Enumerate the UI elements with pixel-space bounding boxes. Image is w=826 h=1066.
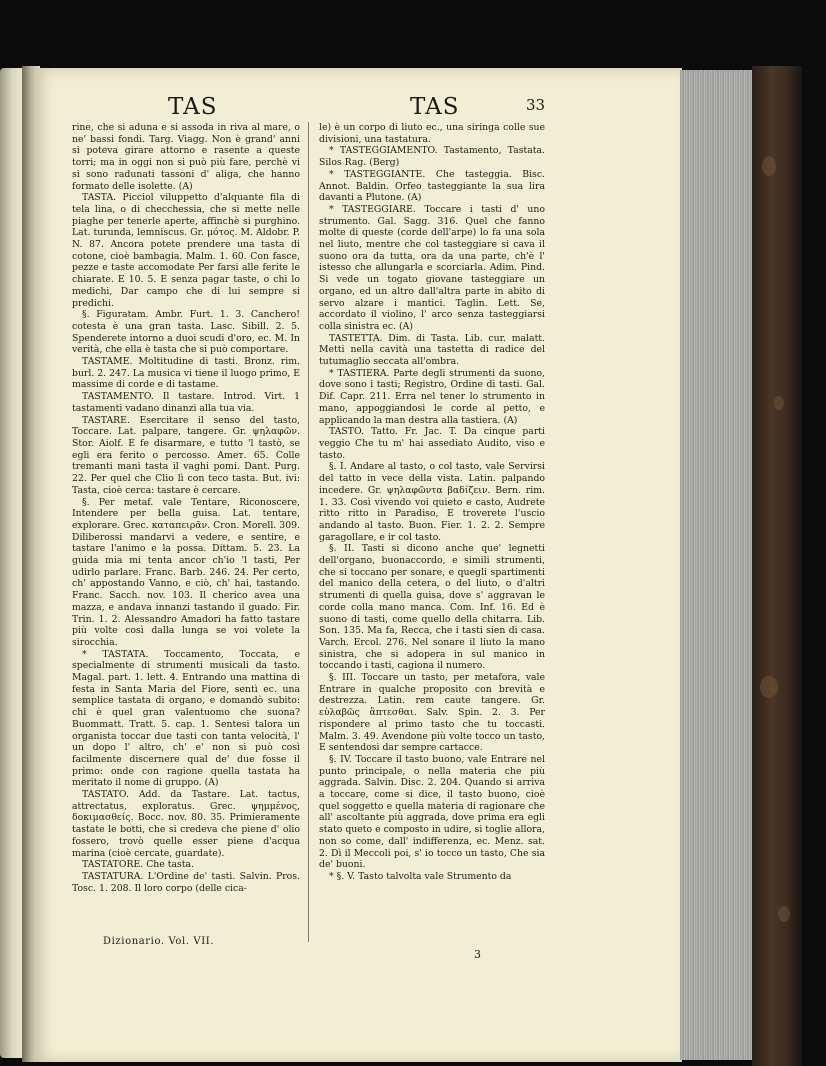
entry-paragraph: le) è un corpo di liuto ec., una siringa colle sue divisioni, una tastatura. — [319, 122, 545, 145]
entry-paragraph: TASTETTA. Dim. di Tasta. Lib. cur. malatt. Metti nella cavità una tastetta di radice del tutumaglio seccata all'ombra. — [319, 332, 545, 368]
running-head-left: TAS — [168, 94, 218, 120]
entry-paragraph: * TASTEGGIAMENTO. Tastamento, Tastata. Silos Rag. (Berg) — [319, 145, 545, 169]
entry-paragraph: §. II. Tasti si dicono anche que' legnetti dell'organo, buonaccordo, e simili strumenti, che si toccano per sonare, e quegli spartimenti del manico della cetera, o del liuto, o d'altri strumenti di quella guisa, dove s' aggravan le corde colla mano manca. Com. Inf. 16. Ed è suono di tasti, come quello della chitarra. Lib. Son. 135. Ma fa, Recca, che i tasti sien di casa. Varch. Ercol. 276. Nel sonare il liuto la mano sinistra, che si adopera in sul manico in toccando i tasti, cagiona il numero. — [319, 543, 545, 672]
entry-paragraph: * §. V. Tasto talvolta vale Strumento da — [329, 871, 512, 882]
entry-paragraph: §. IV. Toccare il tasto buono, vale Entrare nel punto principale, o nella materia che più aggrada. Salvin. Disc. 2. 204. Quando si arriva a toccare, come si dice, il tasto buono, cioè quel soggetto e quella materia di ragionare che all' ascoltante più aggrada, dove prima era egli stato queto e composto in udire, si toglie allora, non so come, dall' indifferenza, ec. Menz. sat. 2. Dì il Meccoli poi, s' io tocco un tasto, Che sia de' buoni. — [319, 753, 545, 871]
entry-paragraph: §. Figuratam. Ambr. Furt. 1. 3. Canchero! cotesta è una gran tasta. Lasc. Sibill. 2. 5. Spenderete intorno a duoi scudi d'oro, ec. M. In verità, che ella è tasta che si può comportare. — [72, 309, 300, 356]
page-number: 33 — [526, 96, 546, 114]
sheet-number: 3 — [474, 948, 481, 961]
column-separator — [308, 122, 309, 942]
signature-line: Dizionario. Vol. VII. — [103, 936, 215, 947]
entry-paragraph: TASTATORE. Che tasta. — [82, 859, 195, 871]
entry-paragraph: TASTO. Tatto. Fr. Jac. T. Da cinque parti veggio Che tu m' hai assediato Audito, viso e tasto. — [319, 426, 545, 461]
entry-paragraph: TASTATURA. L'Ordine de' tasti. Salvin. Pros. Tosc. 1. 208. Il loro corpo (delle cica- — [72, 871, 300, 894]
entry-paragraph: TASTAMENTO. Il tastare. Introd. Virt. 1 tastamenti vadano dinanzi alla tua via. — [72, 391, 300, 414]
entry-paragraph: TASTARE. Esercitare il senso del tasto, Toccare. Lat. palpare, tangere. Gr. ψηλαφῶν. Stor. Aiolf. E fe disarmare, e tutto 'l tastò, se egli era ferito o percosso. Ameт. 65. Colle tremanti mani tasta il vaghi pomi. Dant. Purg. 22. Per quel che Clio lì con teco tasta. But. ivi: Tasta, cioè cerca: tastare è cercare. — [72, 414, 300, 496]
entry-paragraph: * TASTEGGIARE. Toccare i tasti d' uno strumento. Gal. Sagg. 316. Quel che fanno molte di queste (corde dell'arpe) lo fa una sola nel liuto, mentre che col tasteggiare si cava il suono ora da tutta, ora da una parte, ch'è l' istesso che allungarla e scorciarla. Adim. Pind. Si vede un togato giovane tasteggiare un organo, ed un altro dall'altra parte in abito di servo alzare i mantici. Taglin. Lett. Se, accordato il violino, l' arco senza tasteggiarsi colla sinistra ec. (A) — [319, 203, 545, 332]
right-column — [319, 122, 545, 883]
entry-paragraph: §. I. Andare al tasto, o col tasto, vale Servirsi del tatto in vece della vista. Latin. palpando incedere. Gr. ψηλαφῶντα βαδίζειν. Bern. rim. 1. 33. Così vivendo voi quieto e casto, Audrete ritto ritto in Paradiso, E troverete l'uscio andando al tasto. Buon. Fier. 1. 2. 2. Sempre garagollare, e ir col tasto. — [319, 461, 545, 543]
entry-paragraph: * TASTIERA. Parte degli strumenti da suono, dove sono i tasti; Registro, Ordine di tasti. Gal. Dif. Capr. 211. Erra nel tener lo strumento in mano, appoggiandosi le corde al petto, e applicando la man destra alla tastiera. (A) — [319, 367, 545, 426]
entry-paragraph: * TASTATA. Toccamento, Toccata, e specialmente di strumenti musicali da tasto. Magal. part. 1. lett. 4. Entrando una mattina di festa in Santa Maria del Fiore, sentì ec. una semplice tastata di organo, e domandò subito: chi è quel gran valentuomo che suona? Buommatt. Tratt. 5. cap. 1. Sentesi talora un organista toccar due tasti con tanta velocità, l' un dopo l' altro, ch' e' non si può così facilmente discernere qual de' due fosse il primo: onde con ragione quella tastata ha meritato il nome di gruppo. (A) — [72, 648, 300, 789]
entry-paragraph: §. Per metaf. vale Tentare, Riconoscere, Intendere per bella guisa. Lat. tentare, explorare. Grec. καταπειρᾶν. Cron. Morell. 309. Diliberossi mandarvi a vedere, e sentire, e tastare l'animo e la possa. Dittam. 5. 23. La guida mia mi tenta ancor ch'io 'l tasti, Per udirlo parlare. Franc. Barb. 246. 24. Per certo, ch' appostando Vanno, e ciò, ch' hai, tastando. Franc. Sacch. nov. 103. Il cherico avea una mazza, e andava innanzi tastando il guado. Fir. Trin. 1. 2. Alessandro Amadori ha fatto tastare più volte così dalla lunga se voi volete la sirocchia. — [72, 496, 300, 648]
page-stack-edge — [680, 70, 760, 1060]
running-head-right: TAS — [410, 94, 460, 120]
book-cover — [752, 66, 802, 1066]
entry-paragraph: §. III. Toccare un tasto, per metafora, vale Entrare in qualche proposito con brevità e destrezza. Latin. rem caute tangere. Gr. εὐλαβῶς ἅπτεσθαι. Salv. Spin. 2. 3. Per rispondere al primo tasto che tu toccasti. Malm. 3. 49. Avendone più volte tocco un tasto, E sentendosi dar sempre cartacce. — [319, 672, 545, 754]
entry-paragraph: TASTAME. Moltitudine di tasti. Bronz. rim. burl. 2. 247. La musica vi tiene il luogo primo, E massime di corde e di tastame. — [72, 356, 300, 391]
entry-paragraph: * TASTEGGIANTE. Che tasteggia. Bisc. Annot. Baldin. Orfeo tasteggiante la sua lira davanti a Plutone. (A) — [319, 168, 545, 204]
entry-paragraph: rine, che si aduna e si assoda in riva al mare, o ne' bassi fondi. Targ. Viagg. Non è grand' anni si poteva girare attorno e rasente a queste torri; ma in oggi non si può più fare, perchè vi si sono radunati tassoni d' aliga, che hanno formato delle isolette. (A) — [72, 122, 300, 192]
entry-paragraph: TASTA. Picciol viluppetto d'alquante fila di tela lina, o di checchessia, che si mette nelle piaghe per tenerle aperte, affinchè si purghino. Lat. turunda, lemniscus. Gr. μότος. M. Aldobr. P. N. 87. Ancora potete prendere una tasta di cotone, cioè bambagia. Malm. 1. 60. Con fasce, pezze e taste accomodate Per farsi alle ferite le chiarate. E 10. 5. E senza pagar taste, o chi lo medichi, Dar campo che di lui sempre si predichi. — [72, 192, 300, 309]
left-column — [72, 122, 300, 894]
entry-paragraph: TASTATO. Add. da Tastare. Lat. tactus, attrectatus, exploratus. Grec. ψημμένος, δοκιμασθείς. Bocc. nov. 80. 35. Primieramente tastate le botti, che si credeva che piene d' olio fossero, trovò quelle esser piene d'acqua marina (cioè cercate, guardate). — [72, 789, 300, 859]
